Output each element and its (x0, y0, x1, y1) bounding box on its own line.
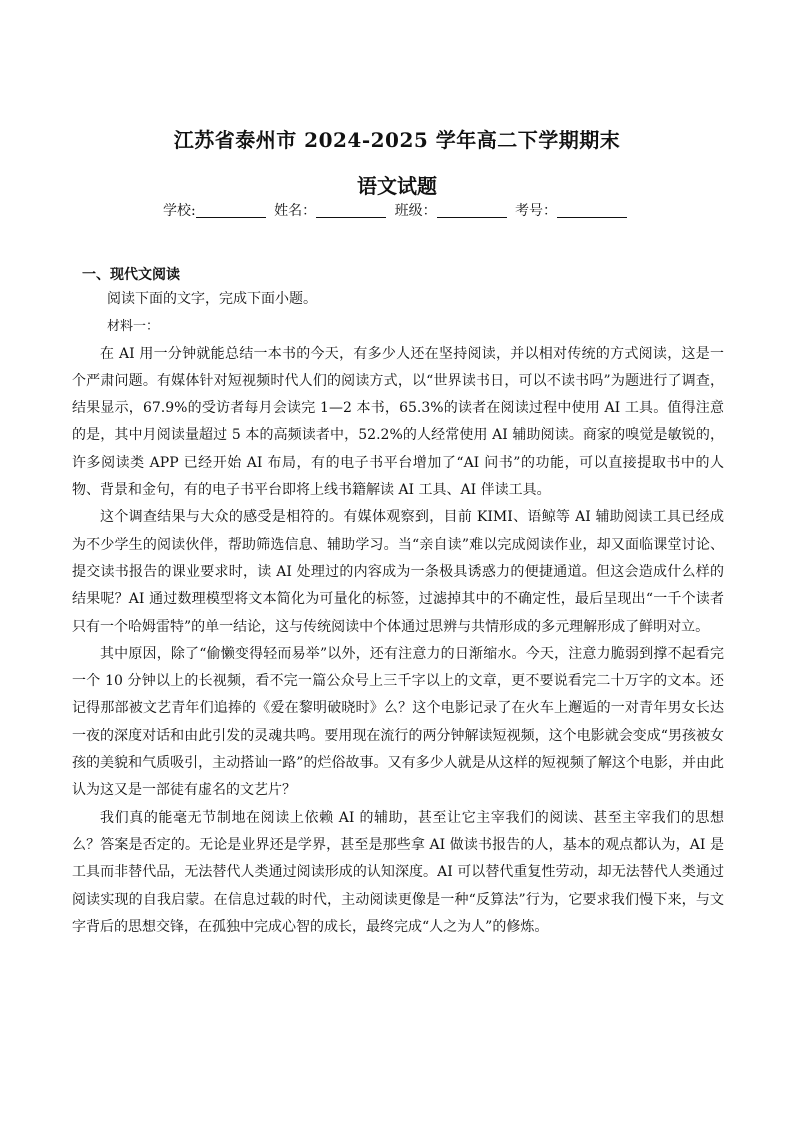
exam-number-blank[interactable] (557, 203, 627, 218)
instruction-text: 阅读下面的文字，完成下面小题。 (107, 291, 317, 307)
class-blank[interactable] (437, 203, 507, 218)
exam-number-label: 考号： (515, 203, 558, 219)
reading-passage (72, 286, 724, 941)
exam-title: 江苏省泰州市 2024-2025 学年高二下学期期末 (173, 128, 621, 152)
student-info-line (0, 200, 794, 220)
name-label: 姓名： (274, 203, 317, 219)
class-label: 班级： (394, 203, 437, 219)
paragraph: 在 AI 用一分钟就能总结一本书的今天，有多少人还在坚持阅读，并以相对传统的方式阅读，这是一个严肃问题。有媒体针对短视频时代人们的阅读方式，以“世界读书日，可以不读书吗”为题进行了调查，结果显示，67.9%的受访者每月会读完 1—2 本书，65.3%的读者在阅读过程中使用 AI 工具。值得注意的是，其中月阅读量超过 5 本的高频读者中，52.2%的人经常使用 AI 辅助阅读。商家的嗅觉是敏锐的，许多阅读类 APP 已经开始 AI 布局，有的电子书平台增加了“AI 问书”的功能，可以直接提取书中的人物、背景和金句，有的电子书平台即将上线书籍解读 AI 工具、AI 伴读工具。 (72, 345, 724, 499)
paragraph: 这个调查结果与大众的感受是相符的。有媒体观察到，目前 KIMI、语鲸等 AI 辅助阅读工具已经成为不少学生的阅读伙伴，帮助筛选信息、辅助学习。当“亲自读”难以完成阅读作业，却又面临课堂讨论、提交读书报告的课业要求时，读 AI 处理过的内容成为一条极具诱惑力的便捷通道。但这会造成什么样的结果呢？AI 通过数理模型将文本简化为可量化的标签，过滤掉其中的不确定性，最后呈现出“一千个读者只有一个哈姆雷特”的单一结论，这与传统阅读中个体通过思辨与共情形成的多元理解形成了鲜明对立。 (72, 509, 724, 635)
exam-subtitle: 语文试题 (357, 174, 437, 198)
material-label: 材料一： (107, 319, 160, 335)
school-blank[interactable] (196, 203, 266, 218)
section-heading: 一、现代文阅读 (82, 267, 180, 283)
school-label: 学校: (162, 203, 196, 219)
paragraph: 我们真的能毫无节制地在阅读上依赖 AI 的辅助，甚至让它主宰我们的阅读、甚至主宰我们的思想么？答案是否定的。无论是业界还是学界，甚至是那些拿 AI 做读书报告的人，基本的观点都认为，AI 是工具而非替代品，无法替代人类通过阅读形成的认知深度。AI 可以替代重复性劳动，却无法替代人类通过阅读实现的自我启蒙。在信息过载的时代，主动阅读更像是一种“反算法”行为，它要求我们慢下来，与文字背后的思想交锋，在孤独中完成心智的成长，最终完成“人之为人”的修炼。 (72, 809, 724, 935)
paragraph: 其中原因，除了“偷懒变得轻而易举”以外，还有注意力的日渐缩水。今天，注意力脆弱到撑不起看完一个 10 分钟以上的长视频，看不完一篇公众号上三千字以上的文章，更不要说看完二十万字的文本。还记得那部被文艺青年们追捧的《爱在黎明破晓时》么？这个电影记录了在火车上邂逅的一对青年男女长达一夜的深度对话和由此引发的灵魂共鸣。要用现在流行的两分钟解读短视频，这个电影就会变成“男孩被女孩的美貌和气质吸引，主动搭讪一路”的烂俗故事。又有多少人就是从这样的短视频了解这个电影，并由此认为这又是一部徒有虚名的文艺片？ (72, 645, 724, 799)
name-blank[interactable] (316, 203, 386, 218)
